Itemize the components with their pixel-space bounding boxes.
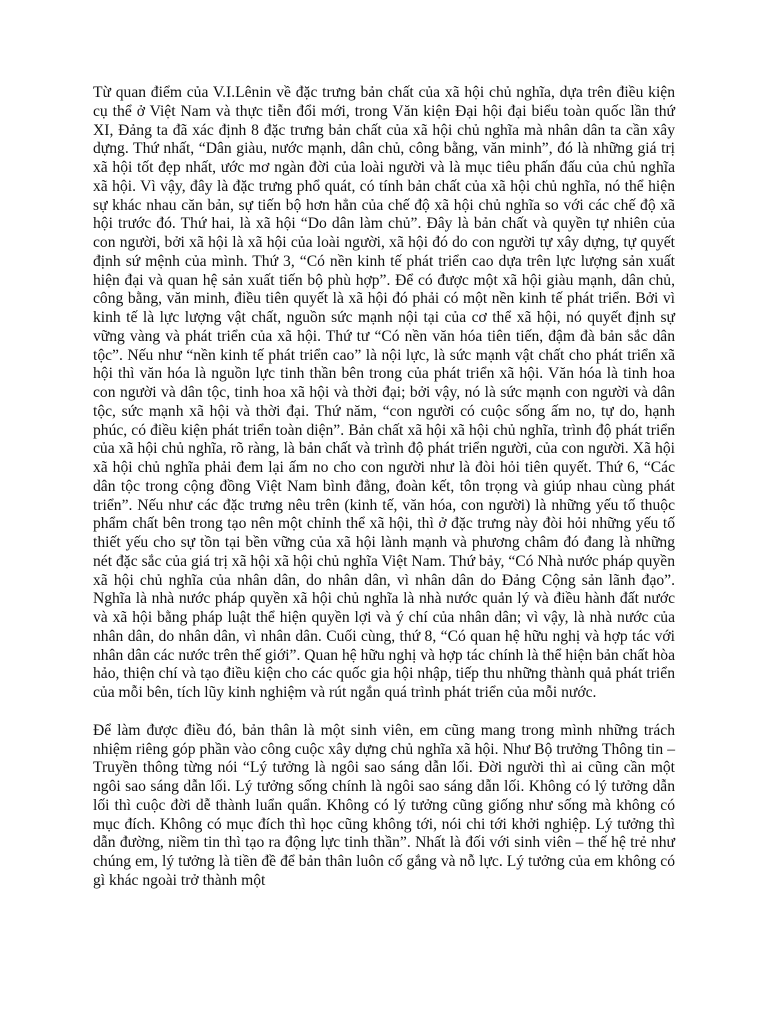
paragraph-socialism-characteristics: Từ quan điểm của V.I.Lênin về đặc trưng bản chất của xã hội chủ nghĩa, dựa trên điều kiện cụ thể ở Việt Nam và thực tiễn đổi mới, trong Văn kiện Đại hội đại biểu toàn quốc lần thứ XI, Đảng ta đã xác định 8 đặc trưng bản chất của xã hội chủ nghĩa mà nhân dân ta cần xây dựng. Thứ nhất, “Dân giàu, nước mạnh, dân chủ, công bằng, văn minh”, đó là những giá trị xã hội tốt đẹp nhất, ước mơ ngàn đời của loài người và là mục tiêu phấn đấu của chủ nghĩa xã hội. Vì vậy, đây là đặc trưng phổ quát, có tính bản chất của xã hội chủ nghĩa, nó thể hiện sự khác nhau căn bản, sự tiến bộ hơn hẳn của chế độ xã hội chủ nghĩa so với các chế độ xã hội trước đó. Thứ hai, là xã hội “Do dân làm chủ”. Đây là bản chất và quyền tự nhiên của con người, bởi xã hội là xã hội của loài người, xã hội đó do con người tự xây dựng, tự quyết định sứ mệnh của mình. Thứ 3, “Có nền kinh tế phát triển cao dựa trên lực lượng sản xuất hiện đại và quan hệ sản xuất tiến bộ phù hợp”. Để có được một xã hội giàu mạnh, dân chủ, công bằng, văn minh, điều tiên quyết là xã hội đó phải có một nền kinh tế phát triển. Bởi vì kinh tế là lực lượng vật chất, nguồn sức mạnh nội tại của cơ thể xã hội, nó quyết định sự vững vàng và phát triển của xã hội. Thứ tư “Có nền văn hóa tiên tiến, đậm đà bản sắc dân tộc”. Nếu như “nền kinh tế phát triển cao” là nội lực, là sức mạnh vật chất cho phát triển xã hội thì văn hóa là nguồn lực tinh thần bên trong của phát triển xã hội. Văn hóa là tinh hoa con người và dân tộc, tinh hoa xã hội và thời đại; bởi vậy, nó là sức mạnh con người và dân tộc, sức mạnh xã hội và thời đại. Thứ năm, “con người có cuộc sống ấm no, tự do, hạnh phúc, có điều kiện phát triển toàn diện”. Bản chất xã hội xã hội chủ nghĩa, trình độ phát triển của xã hội chủ nghĩa, rõ ràng, là bản chất và trình độ phát triển người, của con người. Xã hội xã hội chủ nghĩa phải đem lại ấm no cho con người như là đòi hỏi tiên quyết. Thứ 6, “Các dân tộc trong cộng đồng Việt Nam bình đẳng, đoàn kết, tôn trọng và giúp nhau cùng phát triển”. Nếu như các đặc trưng nêu trên (kinh tế, văn hóa, con người) là những yếu tố thuộc phẩm chất bên trong tạo nên một chỉnh thể xã hội, thì ở đặc trưng này đòi hỏi những yếu tố thiết yếu cho sự tồn tại bền vững của xã hội lành mạnh và phương châm đó đang là những nét đặc sắc của giá trị xã hội xã hội chủ nghĩa Việt Nam. Thứ bảy, “Có Nhà nước pháp quyền xã hội chủ nghĩa của nhân dân, do nhân dân, vì nhân dân do Đảng Cộng sản lãnh đạo”. Nghĩa là nhà nước pháp quyền xã hội chủ nghĩa là nhà nước quản lý và điều hành đất nước và xã hội bằng pháp luật thể hiện quyền lợi và ý chí của nhân dân; vì vậy, là nhà nước của nhân dân, do nhân dân, vì nhân dân. Cuối cùng, thứ 8, “Có quan hệ hữu nghị và hợp tác với nhân dân các nước trên thế giới”. Quan hệ hữu nghị và hợp tác chính là thể hiện bản chất hòa hảo, thiện chí và tạo điều kiện cho các quốc gia hội nhập, tiếp thu những thành quả phát triển của mỗi bên, tích lũy kinh nghiệm và rút ngắn quá trình phát triển của mỗi nước.: [93, 84, 675, 701]
paragraph-student-responsibility: Để làm được điều đó, bản thân là một sinh viên, em cũng mang trong mình những trách nhiệm riêng góp phần vào công cuộc xây dựng chủ nghĩa xã hội. Như Bộ trưởng Thông tin – Truyền thông từng nói “Lý tưởng là ngôi sao sáng dẫn lối. Đời người thì ai cũng cần một ngôi sao sáng dẫn lối. Lý tưởng sống chính là ngôi sao sáng dẫn lối. Không có lý tưởng dẫn lối thì cuộc đời dễ thành luẩn quẩn. Không có lý tưởng cũng giống như sống mà không có mục đích. Không có mục đích thì học cũng không tới, nói chi tới khởi nghiệp. Lý tưởng thì dẫn đường, niềm tin thì tạo ra động lực tinh thần”. Nhất là đối với sinh viên – thế hệ trẻ như chúng em, lý tưởng là tiền đề để bản thân luôn cố gắng và nỗ lực. Lý tưởng của em không có gì khác ngoài trở thành một: [93, 721, 675, 889]
document-page: [93, 84, 675, 891]
